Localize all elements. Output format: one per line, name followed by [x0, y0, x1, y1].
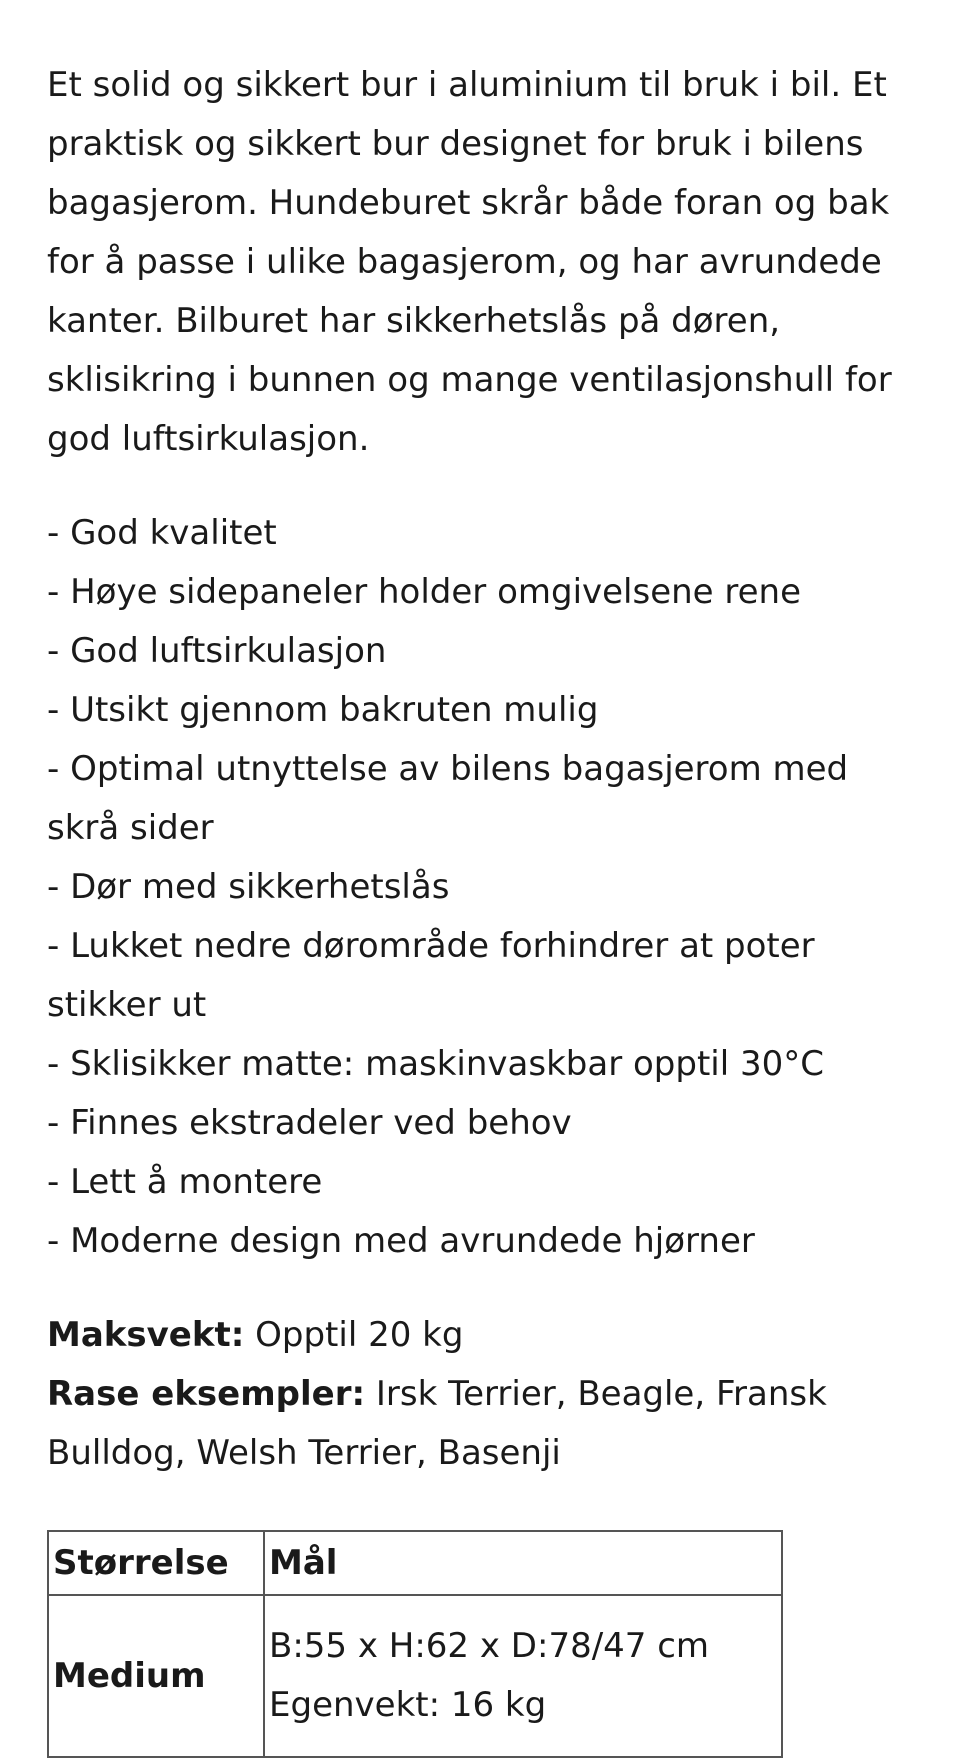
feature-item: - Lukket nedre dørområde forhindrer at poter stikker ut [47, 926, 815, 1025]
header-dimensions: Mål [264, 1531, 782, 1595]
dimensions-text: B:55 x H:62 x D:78/47 cm [269, 1626, 710, 1666]
breeds-label: Rase eksempler: [47, 1374, 366, 1414]
feature-item: - Lett å montere [47, 1162, 323, 1202]
size-cell: Medium [48, 1595, 264, 1757]
table-row [48, 1595, 782, 1757]
breeds-value: Irsk Terrier, Beagle, Fransk Bulldog, Welsh Terrier, Basenji [47, 1374, 827, 1473]
max-weight-value: Opptil 20 kg [244, 1315, 464, 1355]
max-weight-label: Maksvekt: [47, 1315, 245, 1355]
size-table [47, 1530, 783, 1758]
feature-item: - Dør med sikkerhetslås [47, 867, 450, 907]
feature-item: - Moderne design med avrundede hjørner [47, 1221, 755, 1261]
feature-item: - Finnes ekstradeler ved behov [47, 1103, 572, 1143]
feature-item: - God kvalitet [47, 513, 277, 553]
feature-item: - Høye sidepaneler holder omgivelsene rene [47, 572, 802, 612]
dimensions-cell [264, 1595, 782, 1757]
description-paragraph: Et solid og sikkert bur i aluminium til bruk i bil. Et praktisk og sikkert bur designet for bruk i bilens bagasjerom. Hundeburet skrår både foran og bak for å passe i ulike bagasjerom, og har avrundede kanter. Bilburet har sikkerhetslås på døren, sklisikring i bunnen og mange ventilasjonshull for god luftsirkulasjon. [47, 65, 892, 459]
spec-section [47, 1306, 927, 1483]
header-size: Størrelse [48, 1531, 264, 1595]
feature-item: - Sklisikker matte: maskinvaskbar opptil 30°C [47, 1044, 824, 1084]
own-weight-text: Egenvekt: 16 kg [269, 1685, 547, 1725]
breeds-line [47, 1365, 927, 1483]
feature-item: - God luftsirkulasjon [47, 631, 387, 671]
max-weight-line [47, 1306, 927, 1365]
table-header-row [48, 1531, 782, 1595]
feature-list [47, 504, 927, 1271]
feature-item: - Optimal utnyttelse av bilens bagasjerom med skrå sider [47, 749, 849, 848]
product-description [47, 56, 927, 1483]
feature-item: - Utsikt gjennom bakruten mulig [47, 690, 599, 730]
